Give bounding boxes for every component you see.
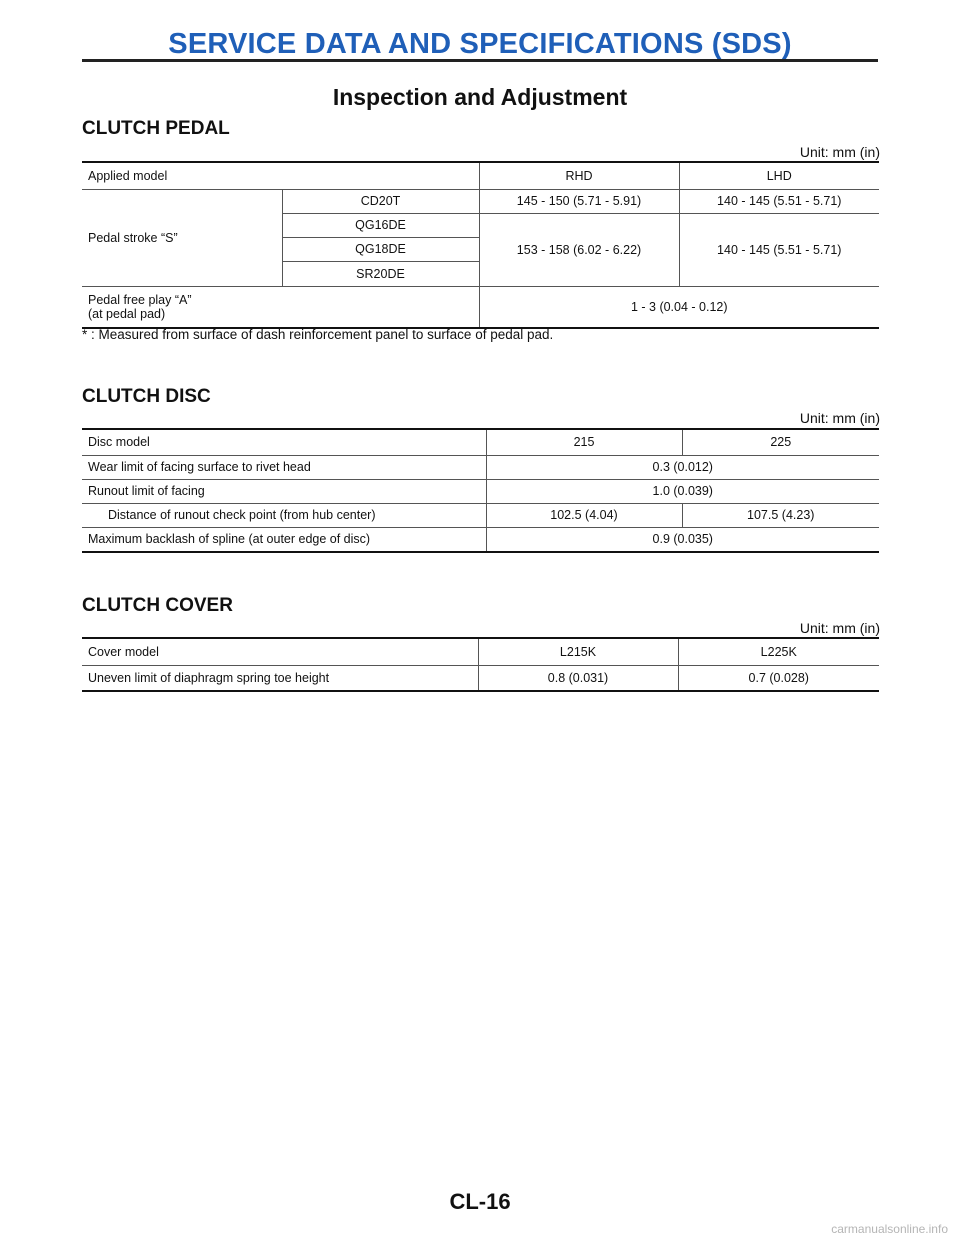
runout-distance-225: 107.5 (4.23)	[682, 503, 879, 527]
runout-distance-215: 102.5 (4.04)	[486, 503, 682, 527]
engine-cd20t: CD20T	[282, 189, 479, 213]
pedal-free-play-label-line2: (at pedal pad)	[88, 306, 166, 321]
runout-limit-label: Runout limit of facing	[82, 479, 486, 503]
cover-model-l225k: L225K	[678, 638, 879, 665]
table-row	[82, 162, 879, 189]
pedal-stroke-label: Pedal stroke “S”	[82, 189, 282, 286]
cd20t-lhd-value: 140 - 145 (5.51 - 5.71)	[679, 189, 879, 213]
header-divider	[82, 59, 878, 62]
cover-model-l215k: L215K	[478, 638, 678, 665]
clutch-cover-table	[82, 637, 879, 692]
engine-sr20de: SR20DE	[282, 261, 479, 286]
spline-backlash-value: 0.9 (0.035)	[486, 527, 879, 552]
table-row	[82, 503, 879, 527]
applied-model-label: Applied model	[82, 162, 479, 189]
pedal-free-play-value: 1 - 3 (0.04 - 0.12)	[479, 286, 879, 328]
section-title-clutch-cover: CLUTCH COVER	[82, 595, 233, 616]
cd20t-rhd-value: 145 - 150 (5.71 - 5.91)	[479, 189, 679, 213]
petrol-rhd-value: 153 - 158 (6.02 - 6.22)	[479, 213, 679, 286]
unit-label-clutch-disc: Unit: mm (in)	[799, 410, 880, 426]
pedal-free-play-label	[82, 286, 479, 328]
toe-height-l215k: 0.8 (0.031)	[478, 665, 678, 691]
runout-distance-label: Distance of runout check point (from hub center)	[82, 503, 486, 527]
watermark: carmanualsonline.info	[831, 1222, 948, 1236]
engine-qg16de: QG16DE	[282, 213, 479, 237]
runout-limit-value: 1.0 (0.039)	[486, 479, 879, 503]
spline-backlash-label: Maximum backlash of spline (at outer edge of disc)	[82, 527, 486, 552]
table-row	[82, 638, 879, 665]
section-title-clutch-pedal: CLUTCH PEDAL	[82, 118, 230, 139]
table-row	[82, 665, 879, 691]
toe-height-l225k: 0.7 (0.028)	[678, 665, 879, 691]
engine-qg18de: QG18DE	[282, 237, 479, 261]
page-number: CL-16	[449, 1189, 511, 1214]
unit-label-clutch-pedal: Unit: mm (in)	[799, 144, 880, 160]
table-row	[82, 429, 879, 455]
table-row	[82, 286, 879, 328]
table-row	[82, 455, 879, 479]
table-row	[82, 479, 879, 503]
page-heading: Inspection and Adjustment	[332, 84, 628, 110]
toe-height-label: Uneven limit of diaphragm spring toe height	[82, 665, 478, 691]
clutch-pedal-table	[82, 161, 879, 329]
header-title: SERVICE DATA AND SPECIFICATIONS (SDS)	[168, 28, 792, 60]
disc-model-225: 225	[682, 429, 879, 455]
petrol-lhd-value: 140 - 145 (5.51 - 5.71)	[679, 213, 879, 286]
disc-model-label: Disc model	[82, 429, 486, 455]
section-title-clutch-disc: CLUTCH DISC	[82, 386, 211, 407]
footnote: * : Measured from surface of dash reinforcement panel to surface of pedal pad.	[82, 327, 554, 342]
clutch-disc-table	[82, 428, 879, 553]
table-row	[82, 189, 879, 213]
lhd-header: LHD	[679, 162, 879, 189]
pedal-free-play-label-line1: Pedal free play “A”	[88, 292, 192, 307]
unit-label-clutch-cover: Unit: mm (in)	[799, 620, 880, 636]
wear-limit-label: Wear limit of facing surface to rivet head	[82, 455, 486, 479]
disc-model-215: 215	[486, 429, 682, 455]
wear-limit-value: 0.3 (0.012)	[486, 455, 879, 479]
table-row	[82, 527, 879, 552]
cover-model-label: Cover model	[82, 638, 478, 665]
rhd-header: RHD	[479, 162, 679, 189]
